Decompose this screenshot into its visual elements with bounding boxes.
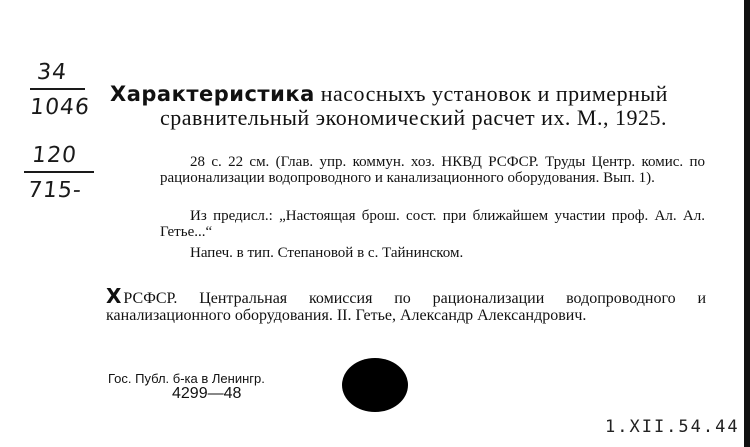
printer-note: Напеч. в тип. Степановой в с. Тайнинском. <box>190 245 464 261</box>
shelfmark-2-bottom: 715- <box>26 178 84 203</box>
tracing <box>106 284 706 324</box>
title-rest-second: сравнительный экономический расчет их. М., 1925. <box>160 105 667 130</box>
preface-note: Из предисл.: „Настоящая брош. сост. при ближайшем участии проф. Ал. Ал. Гетье...“ <box>160 208 705 240</box>
tracing-text: РСФСР. Центральная комиссия по рационализации водопроводного и канализационного оборудования. II. Гетье, Александр Александрович. <box>106 290 706 324</box>
title-rest-first: насосныхъ установок и примерный <box>320 81 668 106</box>
date-stamp: 1.XII.54.44 <box>605 417 740 437</box>
card-title <box>110 82 710 130</box>
shelfmark-1-top: 34 <box>35 60 69 85</box>
shelfmark-1-bottom: 1046 <box>28 95 92 120</box>
card-edge <box>744 0 750 447</box>
library-number: 4299—48 <box>172 385 242 402</box>
shelfmark-2-rule <box>24 171 94 173</box>
shelfmark-1-rule <box>30 88 85 90</box>
collation: 28 с. 22 см. (Глав. упр. коммун. хоз. НКВД РСФСР. Труды Центр. комис. по рационализации водопроводного и канализационного оборудования. Вып. 1). <box>160 154 705 186</box>
punch-hole <box>342 358 408 412</box>
title-lead: Характеристика <box>110 82 315 106</box>
library-name: Гос. Публ. б-ка в Ленингр. <box>108 371 265 386</box>
shelfmark-2-top: 120 <box>30 143 79 168</box>
tracing-mark: Х <box>106 284 122 308</box>
